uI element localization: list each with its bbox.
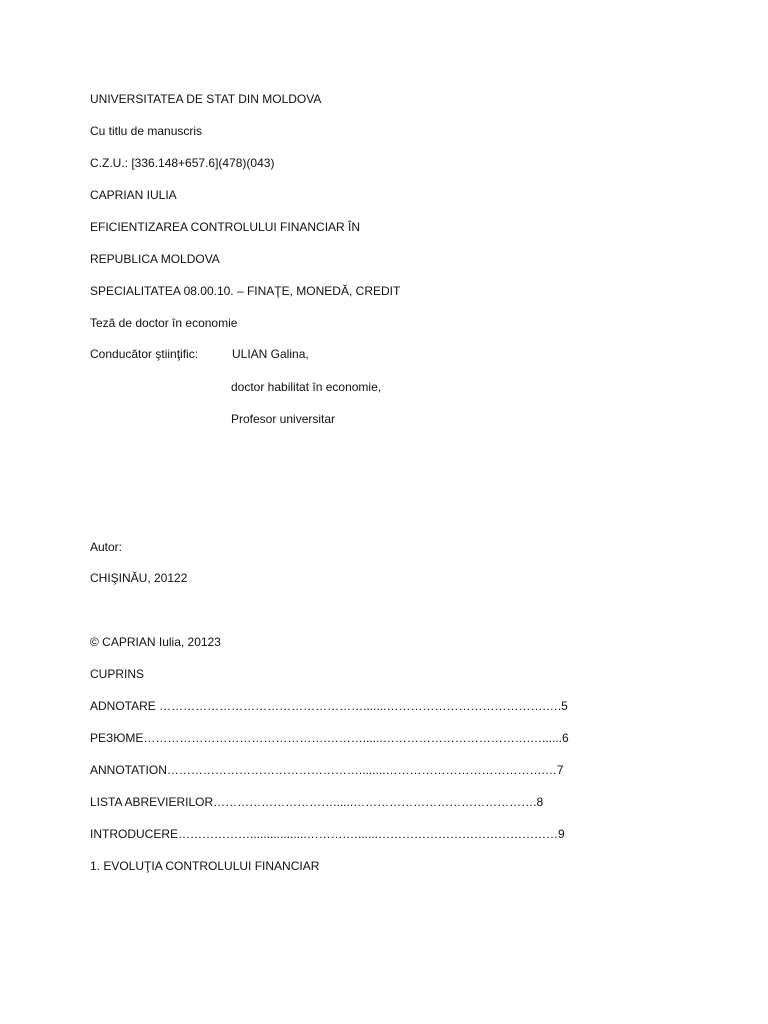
supervisor-label: Conducător ştiinţific: xyxy=(90,347,199,361)
supervisor-name: ULIAN Galina, xyxy=(232,347,309,361)
supervisor-rank: Profesor universitar xyxy=(231,412,336,426)
degree: Teză de doctor în economie xyxy=(90,316,238,330)
university-name: UNIVERSITATEA DE STAT DIN MOLDOVA xyxy=(90,92,322,106)
toc-entry[interactable]: INTRODUCERE……………….................……….…......………………………………………9 xyxy=(90,827,565,841)
manuscript-note: Cu titlu de manuscris xyxy=(90,124,203,138)
supervisor-title: doctor habilitat în economie, xyxy=(231,380,382,394)
place-year: CHIŞINĂU, 20122 xyxy=(90,571,188,585)
toc-entry[interactable]: ANNOTATION…………………………………………........………………………………….…7 xyxy=(90,763,564,777)
toc-entry[interactable]: ADNOTARE …………………………………………….......………………………………….….5 xyxy=(90,699,568,713)
specialty: SPECIALITATEA 08.00.10. – FINAŢE, MONEDĂ, CREDIT xyxy=(90,284,401,298)
toc-entry[interactable]: LISTA ABREVIERILOR…………………………......……………………………………….8 xyxy=(90,795,544,809)
author-name: CAPRIAN IULIA xyxy=(90,188,177,202)
czu-code: C.Z.U.: [336.148+657.6](478)(043) xyxy=(90,156,275,170)
contents-heading: CUPRINS xyxy=(90,667,145,681)
thesis-title-line1: EFICIENTIZAREA CONTROLULUI FINANCIAR ÎN xyxy=(90,220,361,234)
toc-entry[interactable]: 1. EVOLUŢIA CONTROLULUI FINANCIAR xyxy=(90,859,320,873)
copyright-notice: © CAPRIAN Iulia, 20123 xyxy=(90,635,221,649)
author-label: Autor: xyxy=(90,540,123,554)
thesis-title-line2: REPUBLICA MOLDOVA xyxy=(90,252,220,266)
toc-entry[interactable]: PEЗЮME……………………………………….………......……………………………….…......6 xyxy=(90,731,569,745)
